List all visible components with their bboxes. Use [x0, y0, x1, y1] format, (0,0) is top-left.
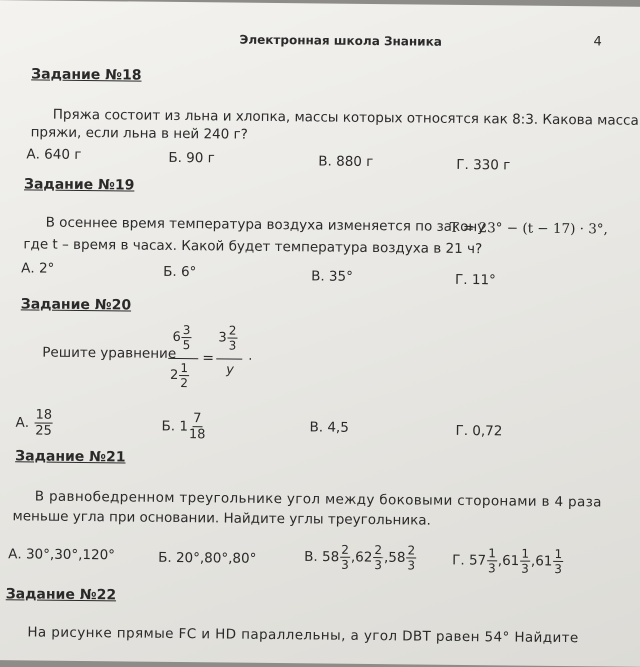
task-18-answer-d: Г. 330 г	[456, 156, 511, 174]
c-num-1: 2	[341, 542, 350, 557]
c-den-1: 3	[341, 557, 349, 572]
task-18-text-line1: Пряжа состоит из льна и хлопка, массы которых относятся как 8:3. Какова масса	[52, 106, 639, 129]
task-18-text-line2: пряжи, если льна в ней 240 г?	[30, 124, 248, 143]
eq-right-fraction-bar	[216, 358, 242, 359]
eq-den1: 5	[182, 338, 191, 353]
task-20-answer-d: Г. 0,72	[455, 422, 503, 440]
task-21-title: Задание №21	[15, 448, 126, 466]
task-21-answer-a: А. 30°,30°,120°	[8, 546, 116, 564]
c-num-2: 2	[374, 543, 383, 558]
task-19-answer-c: В. 35°	[311, 268, 353, 285]
task-21-answer-c-label: В.	[304, 548, 318, 565]
eq-den2: 2	[180, 376, 188, 391]
eq-num1: 3	[182, 323, 191, 338]
d-whole-2: 61	[502, 552, 520, 570]
c-whole-1: 58	[321, 549, 340, 566]
task-20-answer-c: В. 4,5	[309, 419, 349, 436]
task-20-answer-b-num: 7	[193, 411, 202, 427]
eq-equals-sign: =	[202, 350, 215, 367]
eq-left-numerator	[172, 324, 192, 351]
task-19-title: Задание №19	[23, 176, 135, 194]
task-18-answer-b: Б. 90 г	[168, 149, 215, 167]
eq-left-denominator	[170, 362, 190, 389]
eq-right-numerator	[218, 324, 238, 351]
task-21-answer-b: Б. 20°,80°,80°	[158, 549, 257, 567]
task-19-answer-d: Г. 11°	[455, 271, 496, 289]
task-21-text-line2: меньше угла при основании. Найдите углы треугольника.	[12, 508, 431, 529]
task-20-answer-b-label: Б. 1	[161, 418, 189, 435]
eq-whole3: 3	[218, 330, 227, 346]
header-title: Электронная школа Знаника	[239, 32, 442, 49]
task-18-answer-c: В. 880 г	[318, 153, 374, 171]
c-num-3: 2	[407, 543, 416, 558]
d-den-2: 3	[521, 561, 529, 576]
task-20-answer-b	[161, 412, 206, 441]
c-whole-3: 58	[388, 549, 406, 566]
c-whole-2: 62	[355, 549, 373, 566]
eq-variable: y	[226, 362, 234, 378]
task-19-formula: T = 23° − (t − 17) · 3°,	[449, 219, 608, 238]
task-20-answer-a-num: 18	[35, 407, 53, 423]
task-19-text-line2: где t – время в часах. Какой будет температура воздуха в 21 ч?	[23, 236, 483, 258]
task-22-text: На рисунке прямые FC и HD параллельны, а угол DBT равен 54° Найдите	[27, 624, 579, 647]
task-20-prompt: Решите уравнение	[42, 344, 177, 362]
task-20-answer-a	[15, 408, 54, 437]
task-18-title: Задание №18	[31, 66, 142, 84]
eq-num2: 1	[180, 361, 189, 376]
d-whole-3: 61	[535, 553, 553, 570]
task-21-answer-d: Г. 57 $\frac{1}{3}$ ,61 $\frac{1}{3}$ ,61 $\frac{1}{3}$	[452, 546, 563, 577]
task-18-answer-a: А. 640 г	[26, 146, 82, 163]
task-21-text-line1: В равнобедренном треугольнике угол между боковыми сторонами в 4 раза	[34, 488, 602, 511]
d-den-1: 3	[488, 561, 496, 576]
eq-period: .	[248, 348, 253, 364]
task-21-answer-d-label: Г.	[452, 552, 465, 569]
d-num-3: 1	[554, 546, 563, 562]
d-num-1: 1	[488, 546, 496, 561]
task-19-answer-b: Б. 6°	[163, 263, 197, 281]
eq-den3: 3	[228, 338, 237, 353]
task-21-answer-c: В. 58 $\frac{2}{3}$ ,62 $\frac{2}{3}$ ,58 $\frac{2}{3}$	[304, 542, 416, 573]
eq-whole1: 6	[172, 329, 181, 346]
task-20-answer-a-label: А.	[15, 414, 30, 431]
task-19-answer-a: А. 2°	[21, 260, 55, 277]
eq-num3: 2	[228, 323, 237, 338]
task-20-answer-b-den: 18	[188, 427, 206, 443]
task-20-title: Задание №20	[20, 296, 132, 314]
c-den-2: 3	[374, 558, 382, 573]
task-19-text-line1: В осеннее время температура воздуха изменяется по закону	[45, 214, 486, 236]
page-number: 4	[593, 34, 602, 50]
task-22-title: Задание №22	[5, 586, 117, 604]
d-den-3: 3	[554, 561, 563, 577]
task-20-answer-a-den: 25	[35, 423, 52, 439]
c-den-3: 3	[407, 558, 416, 573]
d-num-2: 1	[521, 546, 530, 561]
eq-whole2: 2	[170, 367, 179, 383]
d-whole-1: 57	[468, 552, 487, 569]
